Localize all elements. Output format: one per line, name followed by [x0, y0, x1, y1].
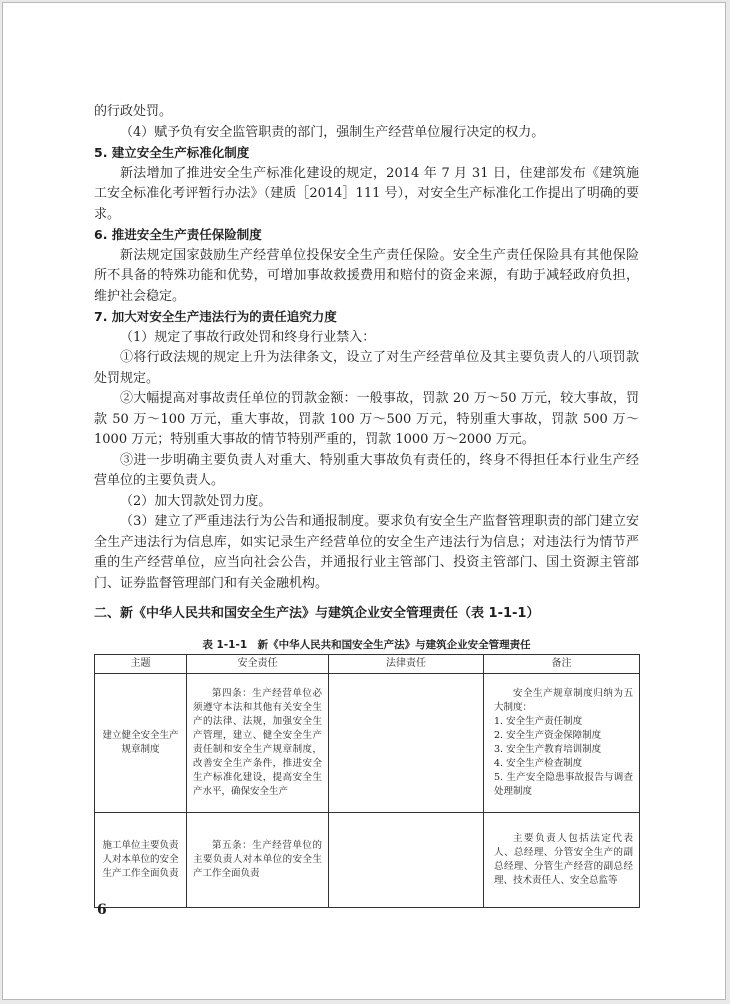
header-legal: 法律责任	[329, 655, 484, 674]
remark-line: 3. 安全生产教育培训制度	[494, 744, 602, 755]
paragraph: （1）规定了事故行政处罚和终身行业禁入：	[120, 329, 376, 345]
document-page	[2, 2, 726, 1000]
table-row	[95, 674, 640, 813]
remark-line: 2. 安全生产资金保障制度	[494, 730, 602, 741]
remark-line: 4. 安全生产检查制度	[494, 758, 583, 769]
cell-responsibility: 第五条：生产经营单位的主要负责人对本单位的安全生产工作全面负责	[187, 813, 329, 908]
paragraph: ③进一步明确主要负责人对重大、特别重大事故负有责任的，终身不得担任本行业生产经营单位的主要负责人。	[94, 452, 639, 488]
paragraph: ②大幅提高对事故责任单位的罚款金额：一般事故，罚款 20 万～50 万元，较大事故，罚款 50 万～100 万元，重大事故，罚款 100 万～500 万元，特别重大事故，罚款 500 万～1000 万元；特别重大事故的情节特别严重的，罚款 1000 万～2000 万元。	[94, 391, 639, 447]
cell-legal	[329, 674, 484, 813]
paragraph: 新法增加了推进安全生产标准化建设的规定，2014 年 7 月 31 日，住建部发布《建筑施工安全标准化考评暂行办法》（建质［2014］111 号），对安全生产标准化工作提出了明确的要求。	[94, 165, 639, 222]
cell-responsibility: 第四条：生产经营单位必须遵守本法和其他有关安全生产的法律、法规，加强安全生产管理，建立、健全安全生产责任制和安全生产规章制度，改善安全生产条件，推进安全生产标准化建设，提高安全生产水平，确保安全生产	[187, 674, 329, 813]
table-caption: 表 1-1-1 新《中华人民共和国安全生产法》与建筑企业安全管理责任	[202, 639, 531, 651]
table-header-row	[95, 655, 640, 674]
section-heading: 7. 加大对安全生产违法行为的责任追究力度	[94, 309, 337, 324]
cell-subject: 建立健全安全生产规章制度	[95, 674, 187, 813]
remark-line: 主要负责人包括法定代表人、总经理、分管安全生产的副总经理、分管生产经营的副总经理、技术责任人、安全总监等	[494, 833, 633, 886]
responsibility-table	[94, 654, 640, 908]
paragraph: 的行政处罚。	[94, 104, 173, 119]
cell-remarks	[484, 674, 640, 813]
header-responsibility: 安全责任	[187, 655, 329, 674]
section-heading: 6. 推进安全生产责任保险制度	[94, 227, 262, 242]
remark-line: 安全生产规章制度归纳为五大制度：	[494, 688, 633, 713]
paragraph: （3）建立了严重违法行为公告和通报制度。要求负有安全生产监督管理职责的部门建立安全生产违法行为信息库，如实记录生产经营单位的安全生产违法行为信息；对违法行为情节严重的生产经营单位，应当向社会公告，并通报行业主管部门、投资主管部门、国土资源主管部门、证券监督管理部门和有关金融机构。	[94, 514, 639, 591]
header-remarks: 备注	[484, 655, 640, 674]
table-row	[95, 813, 640, 908]
page-number: 6	[97, 902, 107, 918]
section-heading: 5. 建立安全生产标准化制度	[94, 145, 250, 160]
body-text	[94, 102, 639, 594]
header-subject: 主题	[95, 655, 187, 674]
remark-line: 5. 生产安全隐患事故报告与调查处理制度	[494, 772, 633, 797]
section-title: 二、新《中华人民共和国安全生产法》与建筑企业安全管理责任（表 1-1-1）	[94, 606, 540, 621]
paragraph: （2）加大罚款处罚力度。	[120, 493, 272, 509]
cell-legal	[329, 813, 484, 908]
paragraph: （4）赋予负有安全监管职责的部门，强制生产经营单位履行决定的权力。	[120, 124, 545, 140]
cell-subject: 施工单位主要负责人对本单位的安全生产工作全面负责	[95, 813, 187, 908]
paragraph: ①将行政法规的规定上升为法律条文，设立了对生产经营单位及其主要负责人的八项罚款处罚规定。	[94, 350, 639, 386]
paragraph: 新法规定国家鼓励生产经营单位投保安全生产责任保险。安全生产责任保险具有其他保险所不具备的特殊功能和优势，可增加事故救援费用和赔付的资金来源，有助于减轻政府负担，维护社会稳定。	[94, 247, 639, 304]
remark-line: 1. 安全生产责任制度	[494, 716, 583, 727]
cell-remarks	[484, 813, 640, 908]
